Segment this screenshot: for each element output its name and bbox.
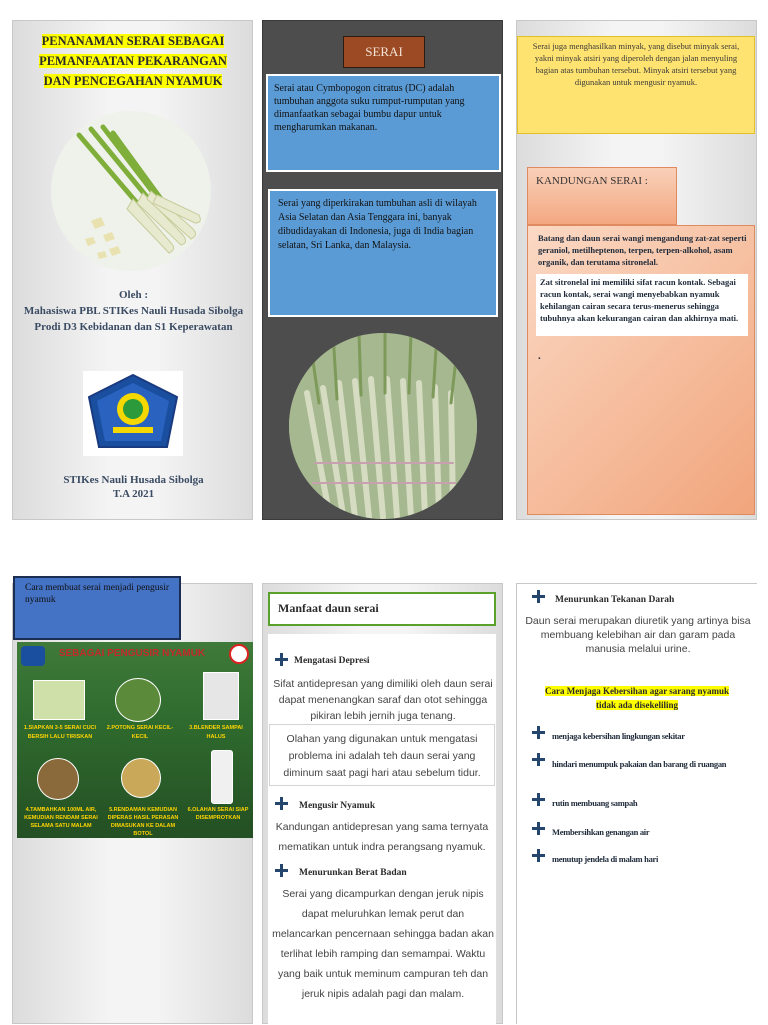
benefit-1-text: Sifat antidepresan yang dimiliki oleh daun serai dapat menenangkan saraf dan otot sehingga pikiran lebih jernih juga tenang. xyxy=(273,678,493,722)
step-4-image xyxy=(37,758,79,800)
serai-panel xyxy=(262,20,503,520)
oil-box: Serai juga menghasilkan minyak, yang disebut minyak serai, yakni minyak atsiri yang diperoleh dengan jalan menyuling bagian atas tumbuhan tersebut. Minyak atsiri tersebut yang digunakan untuk mengusir nyamuk. xyxy=(517,36,755,134)
step-3-label: 3.BLENDER SAMPAI HALUS xyxy=(189,725,243,740)
title-line-1: PENANAMAN SERAI SEBAGAI xyxy=(41,34,225,48)
blood-pressure-panel xyxy=(516,583,757,1024)
clean-item-2: hindari menumpuk pakaian dan barang di ruangan xyxy=(552,759,727,769)
plus-icon xyxy=(532,726,545,739)
repellent-poster xyxy=(17,642,253,838)
title-line-3: DAN PENCEGAHAN NYAMUK xyxy=(43,74,223,88)
plus-icon xyxy=(532,590,545,603)
step-1-image xyxy=(33,680,85,720)
clean-item-5: menutup jendela di malam hari xyxy=(552,854,659,864)
howto-box: Cara membuat serai menjadi pengusir nyamuk xyxy=(13,576,181,640)
clean-item-1: menjaga kebersihan lingkungan sekitar xyxy=(552,731,685,741)
howto-panel xyxy=(12,583,253,1024)
step-6-image xyxy=(211,750,233,804)
lemongrass-bundles-photo xyxy=(289,333,477,519)
step-2-label: 2.POTONG SERAI KECIL-KECIL xyxy=(106,725,174,740)
cover-panel xyxy=(12,20,253,520)
benefits-panel xyxy=(262,583,503,1024)
clean-item-4: Membersihkan genangan air xyxy=(552,827,650,837)
plus-icon xyxy=(532,849,545,862)
serai-heading: SERAI xyxy=(343,36,425,68)
step-5-label: 5.RENDAMAN KEMUDIAN DIPERAS HASIL PERASAN DIMASUKAN KE DALAM BOTOL xyxy=(107,807,179,837)
institution-block xyxy=(13,473,254,501)
content-heading: KANDUNGAN SERAI : xyxy=(527,167,677,225)
step-2-image xyxy=(115,678,161,722)
author-label: Oleh : xyxy=(118,289,149,301)
academic-year: T.A 2021 xyxy=(112,488,155,500)
plus-icon xyxy=(532,822,545,835)
step-4-label: 4.TAMBAHKAN 100ML AIR, KEMUDIAN RENDAM SERAI SELAMA SATU MALAM xyxy=(24,807,98,829)
step-6-label: 6.OLAHAN SERAI SIAP DISEMPROTKAN xyxy=(187,807,249,821)
content-paragraph-1: Batang dan daun serai wangi mengandung zat-zat seperti geraniol, metilheptenon, terpen, terpen-alkohol, asam organik, dan terutama sitronelal. xyxy=(538,233,747,267)
title-line-2: PEMANFAATAN PEKARANGAN xyxy=(39,54,227,68)
cover-title xyxy=(31,31,235,91)
lemongrass-photo xyxy=(51,111,211,271)
serai-intro-box: Serai atau Cymbopogon citratus (DC) adalah tumbuhan anggota suku rumput-rumputan yang dimanfaatkan sebagai bumbu dapur untuk mengharumkan makanan. xyxy=(266,74,501,172)
institution-name: STIKes Nauli Husada Sibolga xyxy=(63,474,204,486)
cleanliness-title-text: Cara Menjaga Kebersihan agar sarang nyamuk tidak ada disekeliling xyxy=(544,686,730,710)
oil-panel xyxy=(516,20,757,520)
college-logo xyxy=(83,371,183,456)
poster-title: SEBAGAI PENGUSIR NYAMUK xyxy=(58,648,206,659)
author-line-2: Prodi D3 Kebidanan dan S1 Keperawatan xyxy=(34,321,233,333)
plus-icon xyxy=(275,864,288,877)
cleanliness-title xyxy=(537,684,737,712)
plus-icon xyxy=(275,653,288,666)
author-block xyxy=(17,287,250,335)
benefit-3-title: Menurunkan Berat Badan xyxy=(299,868,407,878)
serai-origin-box: Serai yang diperkirakan tumbuhan asli di wilayah Asia Selatan dan Asia Tenggara ini, banyak dibudidayakan di Indonesia, juga di India bagian selatan, Sri Lanka, dan Malaysia. xyxy=(268,189,498,317)
benefit-1-title: Mengatasi Depresi xyxy=(294,656,370,666)
plus-icon xyxy=(532,793,545,806)
step-5-image xyxy=(121,758,161,798)
benefit-2-title: Mengusir Nyamuk xyxy=(299,801,376,811)
content-paragraph-2: Zat sitronelal ini memiliki sifat racun kontak. Sebagai racun kontak, serai wangi menyebabkan nyamuk kehilangan cairan secara terus-menerus sehingga tubuhnya akan kekurangan cairan dan akhirnya mati. xyxy=(536,274,748,336)
benefit-3-text: Serai yang dicampurkan dengan jeruk nipis dapat meluruhkan lemak perut dan melancarkan pencernaan sehingga badan akan terlihat lebih ramping dan semampai. Waktu yang baik untuk meminum campuran teh dan jeruk nipis adalah pagi dan malam. xyxy=(272,888,494,1000)
blood-pressure-text: Daun serai merupakan diuretik yang artinya bisa membuang kelebihan air dan garam pada manusia melalui urine. xyxy=(525,615,751,655)
benefit-2-text: Kandungan antidepresan yang sama ternyata mematikan untuk indra perangsang nyamuk. xyxy=(275,821,489,853)
poster-logo-icon xyxy=(21,646,45,666)
step-1-label: 1.SIAPKAN 3-5 SERAI CUCI BERSIH LALU TIRISKAN xyxy=(23,725,97,740)
clean-item-3: rutin membuang sampah xyxy=(552,798,638,808)
content-dot: . xyxy=(538,350,541,362)
benefit-1-text2: Olahan yang digunakan untuk mengatasi problema ini adalah teh daun serai yang diminum saat pagi hari atau sebelum tidur. xyxy=(269,724,495,786)
no-mosquito-icon xyxy=(229,644,249,664)
benefits-heading: Manfaat daun serai xyxy=(268,592,496,626)
blood-pressure-title: Menurunkan Tekanan Darah xyxy=(555,595,675,605)
plus-icon xyxy=(275,797,288,810)
author-line-1: Mahasiswa PBL STIKes Nauli Husada Sibolga xyxy=(23,305,244,317)
step-3-image xyxy=(203,672,239,720)
content-box xyxy=(527,225,755,515)
